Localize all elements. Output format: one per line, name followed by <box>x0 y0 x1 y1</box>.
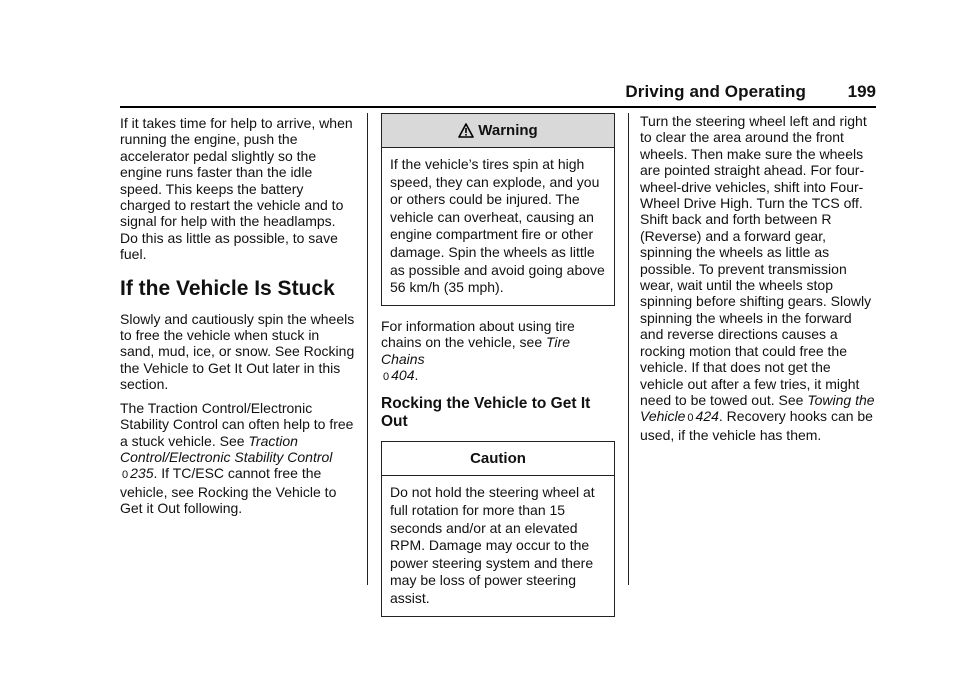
page-ref[interactable]: 424 <box>695 408 719 425</box>
caution-header: Caution <box>382 442 614 476</box>
stuck-paragraph: Slowly and cautiously spin the wheels to free the vehicle when stuck in sand, mud, ice, or snow. See Rocking the Vehicle to Get It Out later in this section. <box>120 310 355 393</box>
warning-triangle-icon <box>458 117 474 150</box>
column-middle <box>381 113 617 629</box>
page-ref-icon: 0 <box>122 469 129 482</box>
traction-text-b: . If TC/ESC cannot free the vehicle, see Rocking the Vehicle to Get it Out following. <box>120 465 337 517</box>
tire-chains-text-b: . <box>414 366 419 383</box>
traction-control-link[interactable]: Traction Control/Electronic Stability Control <box>120 432 333 465</box>
column-divider <box>367 113 368 585</box>
caution-text: Do not hold the steering wheel at full rotation for more than 15 seconds and/or at an elevated RPM. Damage may occur to the power steering system and there may be loss of power steering assist. <box>390 484 595 606</box>
page-ref[interactable]: 404 <box>391 366 415 383</box>
subsection-heading: Rocking the Vehicle to Get It Out <box>381 395 591 431</box>
page-ref-icon: 0 <box>383 370 390 383</box>
help-paragraph: If it takes time for help to arrive, when running the engine, push the accelerator pedal slightly so the engine runs faster than the idle speed. This keeps the battery charged to restart the vehicle and to signal for help with the headlamps. Do this as little as possible, to save fuel. <box>120 115 353 263</box>
traction-paragraph <box>120 400 356 517</box>
header-rule <box>120 106 876 108</box>
tire-chains-paragraph <box>381 318 617 386</box>
column-right <box>640 113 876 450</box>
traction-text-a: The Traction Control/Electronic Stability Control can often help to free a stuck vehicle. See <box>120 399 354 449</box>
page-ref-icon: 0 <box>687 412 694 425</box>
page-header <box>120 80 876 106</box>
caution-box <box>381 441 615 616</box>
section-heading: If the Vehicle Is Stuck <box>120 276 335 300</box>
tire-chains-link[interactable]: Tire Chains <box>381 334 570 367</box>
column-left <box>120 115 356 524</box>
warning-header <box>382 114 614 148</box>
rocking-paragraph <box>640 113 876 443</box>
rocking-text-a: Turn the steering wheel left and right to clear the area around the front wheels. Then make sure the wheels are pointed straight ahead. For four-wheel-drive vehicles, shift into Four-Wheel Drive High. Turn the TCS off. Shift back and forth between R (Reverse) and a forward gear, spinning the wheels as little as possible. To prevent transmission wear, wait until the wheels stop spinning before shifting gears. Slowly spinning the wheels in the forward and reverse directions causes a rocking motion that could free the vehicle. If that does not get the vehicle out after a few tries, it might need to be towed out. See <box>640 113 872 408</box>
towing-link[interactable]: Towing the Vehicle <box>640 391 875 425</box>
warning-box <box>381 113 615 306</box>
rocking-text-b: . Recovery hooks can be used, if the vehicle has them. <box>640 408 873 443</box>
warning-text: If the vehicle’s tires spin at high speed, they can explode, and you or others could be injured. The vehicle can overheat, causing an engine compartment fire or other damage. Spin the wheels as little as possible and avoid going above 56 km/h (35 mph). <box>390 156 605 296</box>
section-title: Driving and Operating <box>625 82 806 101</box>
page-ref[interactable]: 235 <box>130 465 154 482</box>
page-number: 199 <box>847 82 876 101</box>
column-divider <box>628 113 629 585</box>
warning-title: Warning <box>478 122 538 139</box>
tire-chains-text-a: For information about using tire chains on the vehicle, see <box>381 317 575 351</box>
